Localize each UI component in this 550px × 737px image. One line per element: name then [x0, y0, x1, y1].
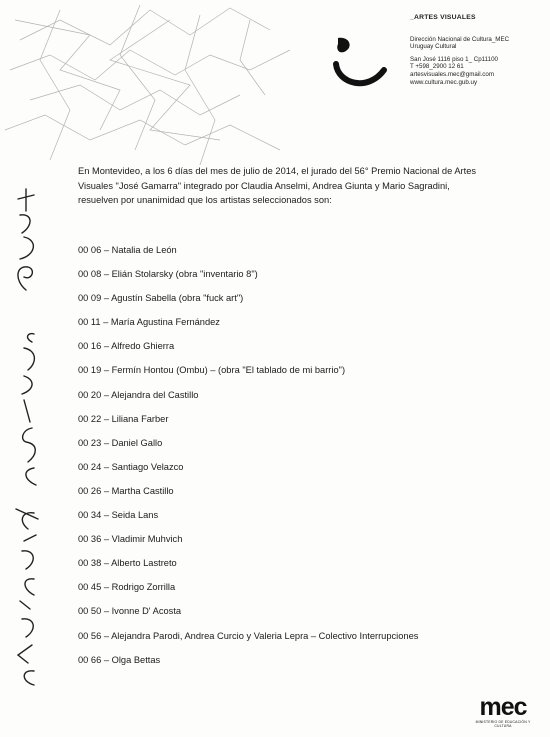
artist-item: 00 08 – Elián Stolarsky (obra "inventario 8")	[78, 269, 258, 280]
artist-item: 00 24 – Santiago Velazco	[78, 461, 184, 472]
artist-item: 00 66 – Olga Bettas	[78, 654, 161, 665]
organization	[410, 36, 545, 51]
mec-tagline: MINISTERIO DE EDUCACIÓN Y CULTURA	[475, 720, 531, 728]
address: San José 1116 piso 1_ Cp11100	[410, 55, 498, 63]
department-name: _ARTES VISUALES	[410, 14, 476, 21]
letterhead	[410, 14, 545, 86]
artist-item: 00 50 – Ivonne D' Acosta	[78, 606, 182, 617]
signature-2	[10, 330, 50, 490]
email: artesvisuales.mec@gmail.com	[410, 70, 494, 78]
artist-item: 00 23 – Daniel Gallo	[78, 437, 163, 448]
artist-item: 00 45 – Rodrigo Zorrilla	[78, 582, 176, 593]
artist-item: 00 22 – Liliana Farber	[78, 413, 169, 424]
artist-item: 00 36 – Vladimir Muhvich	[78, 534, 183, 545]
artist-item: 00 09 – Agustín Sabella (obra "fuck art")	[78, 293, 244, 304]
intro-paragraph: En Montevideo, a los 6 días del mes de julio de 2014, el jurado del 56° Premio Nacional de Artes Visuales "José Gamarra" integrado por Claudia Anselmi, Andrea Giunta y Mario Sagradini, resuelven por unanimidad que los artistas seleccionados son:	[78, 166, 477, 205]
org-line-2: Uruguay Cultural	[410, 43, 457, 51]
artist-item: 00 16 – Alfredo Ghierra	[78, 341, 175, 352]
artist-item: 00 26 – Martha Castillo	[78, 485, 174, 496]
mec-logo	[468, 693, 538, 728]
website: www.cultura.mec.gub.uy	[410, 78, 478, 86]
artist-item: 00 06 – Natalia de León	[78, 245, 177, 255]
phone: T +598_2900 12 61	[410, 63, 464, 71]
artist-item: 00 19 – Fermín Hontou (Ombu) – (obra "El tablado de mi barrio")	[78, 365, 346, 376]
artist-item: 00 11 – María Agustina Fernández	[78, 317, 220, 328]
artist-item: 00 34 – Seida Lans	[78, 510, 159, 521]
cultura-logo	[328, 36, 390, 94]
artist-item: 00 38 – Alberto Lastreto	[78, 558, 177, 569]
mec-wordmark: mec	[479, 693, 527, 721]
signature-3	[8, 505, 48, 690]
artist-item: 00 56 – Alejandra Parodi, Andrea Curcio y Valeria Lepra – Colectivo Interrupciones	[78, 630, 419, 641]
org-line-1: Dirección Nacional de Cultura_MEC	[410, 35, 510, 43]
background-scribble	[0, 0, 300, 170]
selected-artists-list	[78, 244, 418, 678]
signature-1	[6, 185, 46, 295]
artist-item: 00 20 – Alejandra del Castillo	[78, 389, 199, 400]
